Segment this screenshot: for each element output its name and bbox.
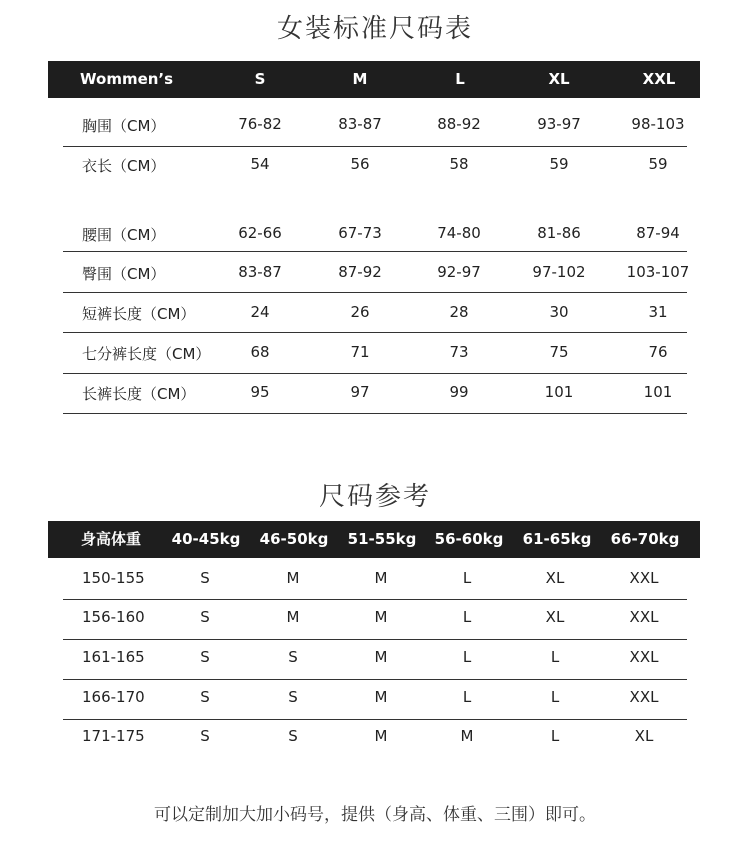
table-cell: XL (545, 608, 565, 626)
row-divider (63, 599, 687, 600)
row-divider (63, 292, 687, 293)
table-cell: M (374, 688, 388, 706)
row-label: 166-170 (82, 688, 145, 706)
table-cell: 74-80 (437, 224, 481, 242)
table-cell: 88-92 (437, 115, 481, 133)
table-row (63, 224, 687, 246)
table-cell: XXL (629, 569, 659, 587)
table-cell: 62-66 (238, 224, 282, 242)
table-cell: 95 (250, 383, 270, 401)
table-row (63, 608, 687, 630)
table-cell: S (288, 688, 298, 706)
row-label: 150-155 (82, 569, 145, 587)
table-cell: 103-107 (626, 263, 690, 281)
table-row (63, 343, 687, 365)
table-cell: 87-92 (338, 263, 382, 281)
table-cell: S (200, 608, 210, 626)
table-cell: 59 (648, 155, 668, 173)
size-table-header (48, 61, 700, 98)
header-label: Wommen’s (80, 70, 174, 88)
table-cell: 71 (350, 343, 370, 361)
row-divider (63, 719, 687, 720)
table-cell: L (550, 648, 560, 666)
table-row (63, 688, 687, 710)
table-cell: 28 (449, 303, 469, 321)
header-weight-6: 66-70kg (610, 530, 680, 548)
table-cell: 76 (648, 343, 668, 361)
table-cell: 75 (549, 343, 569, 361)
table-cell: L (462, 688, 472, 706)
table-cell: 54 (250, 155, 270, 173)
table-cell: S (288, 727, 298, 745)
table-cell: M (374, 608, 388, 626)
table-cell: XXL (629, 608, 659, 626)
header-weight-2: 46-50kg (259, 530, 329, 548)
table-cell: S (200, 727, 210, 745)
header-size-l: L (455, 70, 465, 88)
header-weight-1: 40-45kg (171, 530, 241, 548)
table-cell: M (286, 608, 300, 626)
table-cell: 92-97 (437, 263, 481, 281)
table-cell: S (288, 648, 298, 666)
table-row (63, 569, 687, 591)
table-row (63, 155, 687, 177)
header-label: 身高体重 (81, 530, 142, 548)
table-cell: 31 (648, 303, 668, 321)
row-label: 156-160 (82, 608, 145, 626)
table-cell: M (374, 727, 388, 745)
table-cell: S (200, 688, 210, 706)
table-cell: 101 (544, 383, 574, 401)
table-row (63, 727, 687, 749)
header-weight-5: 61-65kg (522, 530, 592, 548)
row-divider (63, 373, 687, 374)
row-label: 161-165 (82, 648, 145, 666)
table-row (63, 263, 690, 285)
table-cell: 83-87 (338, 115, 382, 133)
table-cell: M (374, 569, 388, 587)
header-weight-3: 51-55kg (347, 530, 417, 548)
table-cell: 101 (643, 383, 673, 401)
table-cell: M (374, 648, 388, 666)
table-cell: 58 (449, 155, 469, 173)
table-cell: 81-86 (537, 224, 581, 242)
row-label: 衣长（CM） (82, 157, 166, 175)
table-cell: 97-102 (532, 263, 586, 281)
table-cell: 76-82 (238, 115, 282, 133)
table-cell: 67-73 (338, 224, 382, 242)
table-cell: 97 (350, 383, 370, 401)
row-label: 臀围（CM） (82, 265, 166, 283)
row-divider (63, 146, 687, 147)
table-row (63, 648, 687, 670)
row-divider (63, 251, 687, 252)
row-divider (63, 413, 687, 414)
table-cell: 99 (449, 383, 469, 401)
table-cell: M (286, 569, 300, 587)
table-cell: 83-87 (238, 263, 282, 281)
table-cell: 93-97 (537, 115, 581, 133)
table-cell: 87-94 (636, 224, 680, 242)
table-cell: S (200, 569, 210, 587)
header-size-m: M (352, 70, 368, 88)
row-label: 171-175 (82, 727, 145, 745)
reference-table-header (48, 521, 700, 558)
row-label: 七分裤长度（CM） (82, 345, 211, 363)
header-size-s: S (254, 70, 266, 88)
table-cell: L (550, 727, 560, 745)
table-cell: L (550, 688, 560, 706)
table-cell: 30 (549, 303, 569, 321)
row-label: 胸围（CM） (82, 117, 166, 135)
table-cell: L (462, 648, 472, 666)
reference-table-title: 尺码参考 (318, 482, 431, 512)
table-cell: XL (545, 569, 565, 587)
table-cell: 68 (250, 343, 270, 361)
table-cell: 56 (350, 155, 370, 173)
row-divider (63, 639, 687, 640)
row-label: 短裤长度（CM） (82, 305, 196, 323)
table-row (63, 303, 687, 325)
row-label: 腰围（CM） (82, 226, 166, 244)
table-cell: XXL (629, 648, 659, 666)
table-cell: 26 (350, 303, 370, 321)
table-cell: XL (634, 727, 654, 745)
table-cell: L (462, 608, 472, 626)
table-cell: XXL (629, 688, 659, 706)
table-cell: M (460, 727, 474, 745)
table-cell: 59 (549, 155, 569, 173)
footer-note: 可以定制加大加小码号，提供（身高、体重、三围）即可。 (154, 805, 596, 825)
row-label: 长裤长度（CM） (82, 385, 196, 403)
table-cell: 73 (449, 343, 469, 361)
table-cell: L (462, 569, 472, 587)
header-size-xxl: XXL (642, 70, 676, 88)
row-divider (63, 332, 687, 333)
header-weight-4: 56-60kg (434, 530, 504, 548)
header-size-xl: XL (548, 70, 570, 88)
table-cell: 24 (250, 303, 270, 321)
table-cell: S (200, 648, 210, 666)
row-divider (63, 679, 687, 680)
table-row (63, 115, 687, 137)
table-cell: 98-103 (631, 115, 685, 133)
size-table-title: 女装标准尺码表 (276, 14, 473, 44)
table-row (63, 383, 687, 405)
